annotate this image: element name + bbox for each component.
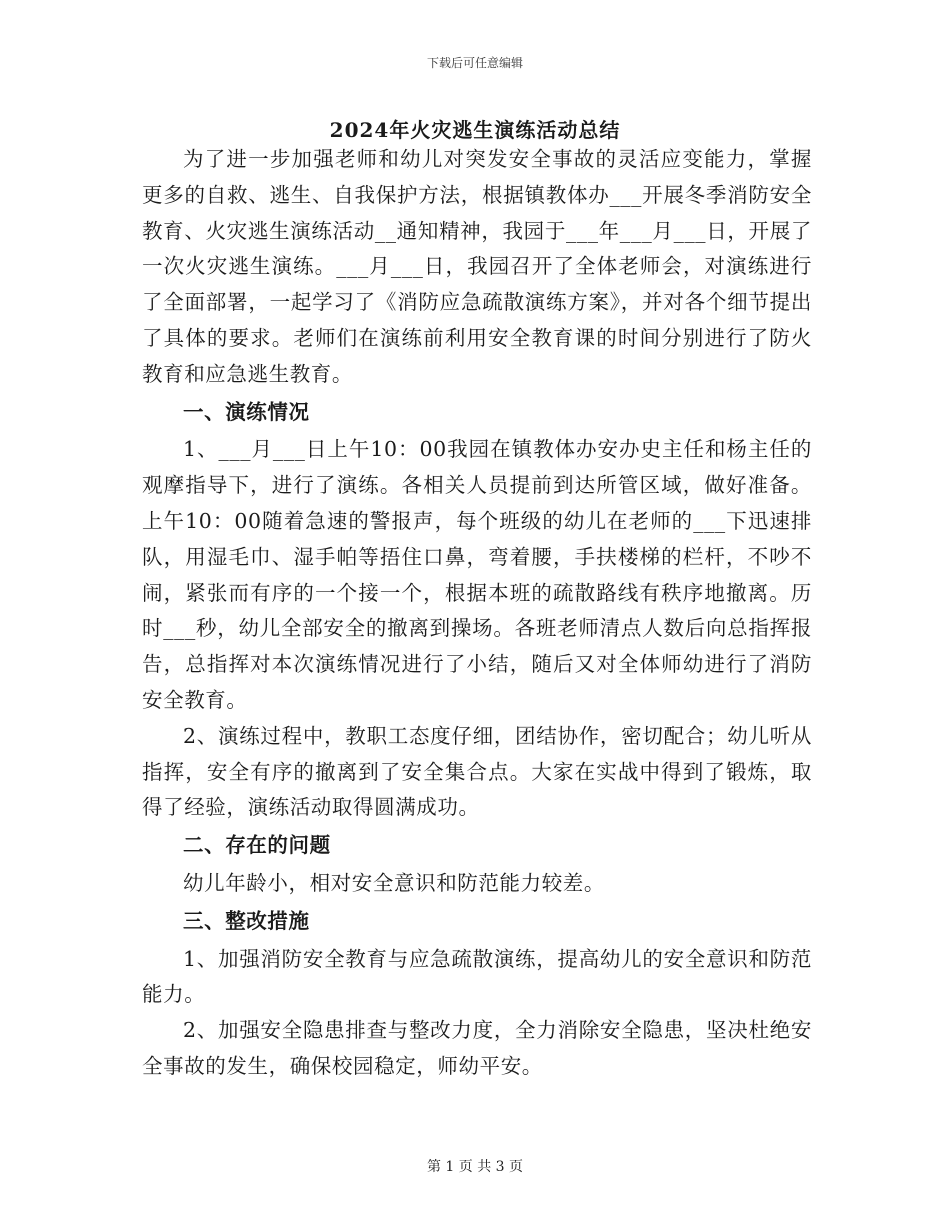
section-2-heading: 二、存在的问题 bbox=[183, 833, 331, 858]
section-1-paragraph-2: 2、演练过程中，教职工态度仔细，团结协作，密切配合；幼儿听从指挥，安全有序的撤离到了安全集合点。大家在实战中得到了锻炼，取得了经验，演练活动取得圆满成功。 bbox=[142, 723, 812, 820]
section-3-paragraph-1: 1、加强消防安全教育与应急疏散演练，提高幼儿的安全意识和防范能力。 bbox=[142, 946, 812, 1007]
section-1-heading: 一、演练情况 bbox=[183, 399, 310, 424]
section-1-paragraph-1: 1、___月___日上午10：00我园在镇教体办安办史主任和杨主任的观摩指导下，进行了演练。各相关人员提前到达所管区域，做好准备。上午10：00随着急速的警报声，每个班级的幼儿在老师的___下迅速排队，用湿毛巾、湿手帕等捂住口鼻，弯着腰，手扶楼梯的栏杆，不吵不闹，紧张而有序的一个接一个，根据本班的疏散路线有秩序地撤离。历时___秒，幼儿全部安全的撤离到操场。各班老师清点人数后向总指挥报告，总指挥对本次演练情况进行了小结，随后又对全体师幼进行了消防安全教育。 bbox=[142, 437, 812, 712]
document-body bbox=[142, 142, 812, 1085]
intro-paragraph: 为了进一步加强老师和幼儿对突发安全事故的灵活应变能力，掌握更多的自救、逃生、自我保护方法，根据镇教体办___开展冬季消防安全教育、火灾逃生演练活动__通知精神，我园于___年___月___日，开展了一次火灾逃生演练。___月___日，我园召开了全体老师会，对演练进行了全面部署，一起学习了《消防应急疏散演练方案》，并对各个细节提出了具体的要求。老师们在演练前利用安全教育课的时间分别进行了防火教育和应急逃生教育。 bbox=[142, 147, 812, 386]
section-2-paragraph-1: 幼儿年龄小，相对安全意识和防范能力较差。 bbox=[183, 870, 605, 895]
section-3-paragraph-2: 2、加强安全隐患排查与整改力度，全力消除安全隐患，坚决杜绝安全事故的发生，确保校园稳定，师幼平安。 bbox=[142, 1018, 812, 1078]
header-note: 下载后可任意编辑 bbox=[426, 56, 523, 70]
document-title: 2024年火灾逃生演练活动总结 bbox=[329, 118, 621, 142]
page-footer: 第 1 页 共 3 页 bbox=[426, 1159, 524, 1175]
section-3-heading: 三、整改措施 bbox=[183, 908, 310, 933]
